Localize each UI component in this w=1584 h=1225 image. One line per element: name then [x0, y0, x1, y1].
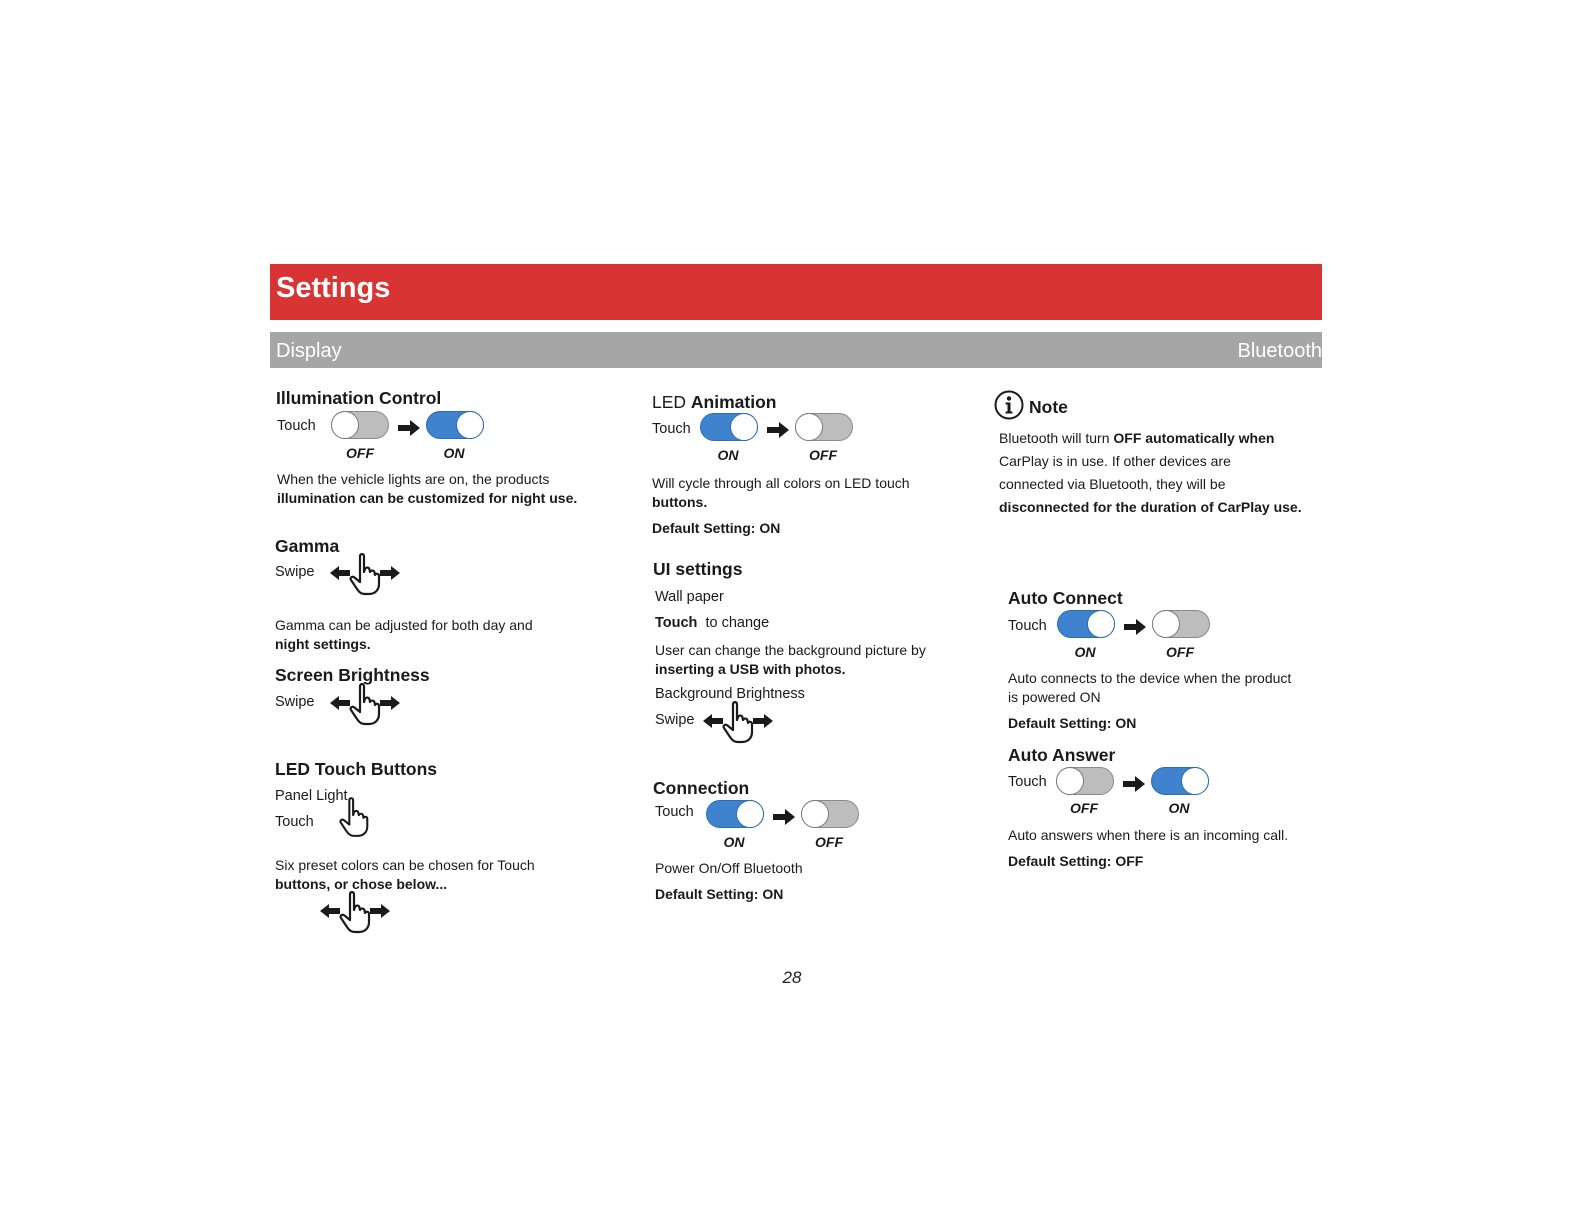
illumination-heading: Illumination Control — [276, 388, 442, 408]
page-number: 28 — [782, 968, 802, 987]
auto-connect-heading: Auto Connect — [1008, 588, 1123, 608]
led-animation-state-from: ON — [717, 447, 739, 463]
title-bar — [270, 264, 1322, 320]
brightness-action-label: Swipe — [275, 694, 315, 710]
gamma-heading: Gamma — [275, 536, 340, 556]
led-animation-state-to: OFF — [809, 447, 837, 463]
connection-toggle-on[interactable] — [706, 800, 764, 828]
right-arrow-icon — [1124, 619, 1146, 635]
toggle-knob — [795, 413, 823, 441]
auto-connect-state-to: OFF — [1166, 644, 1194, 660]
toggle-knob — [1087, 610, 1115, 638]
led-animation-heading-bold: Animation — [690, 392, 777, 412]
auto-connect-desc-1: Auto connects to the device when the product — [1008, 670, 1292, 686]
auto-answer-heading: Auto Answer — [1008, 745, 1116, 765]
led-buttons-desc-2: buttons, or chose below... — [275, 876, 448, 892]
auto-answer-default: Default Setting: OFF — [1008, 853, 1144, 869]
illumination-desc-1: When the vehicle lights are on, the products — [277, 471, 550, 487]
toggle-knob — [456, 411, 484, 439]
bg-brightness-label: Background Brightness — [655, 686, 805, 702]
illumination-desc-2: illumination can be customized for night use. — [277, 490, 578, 506]
right-arrow-icon — [398, 420, 420, 436]
note-heading: Note — [1029, 397, 1068, 417]
led-animation-action-label: Touch — [652, 421, 691, 437]
info-icon — [994, 390, 1024, 420]
tap-hand-icon — [338, 796, 372, 838]
auto-answer-state-to: ON — [1168, 800, 1190, 816]
auto-answer-desc: Auto answers when there is an incoming call. — [1008, 827, 1289, 843]
note-line-1-plain: Bluetooth will turn — [999, 430, 1110, 446]
connection-toggle-off[interactable] — [801, 800, 859, 828]
toggle-knob — [730, 413, 758, 441]
right-arrow-icon — [773, 809, 795, 825]
connection-desc: Power On/Off Bluetooth — [655, 860, 803, 876]
wallpaper-touch-bold: Touch — [655, 615, 698, 631]
led-buttons-action-label: Touch — [275, 814, 314, 830]
toggle-knob — [1181, 767, 1209, 795]
note-line-4: disconnected for the duration of CarPlay use. — [999, 499, 1302, 515]
toggle-knob — [331, 411, 359, 439]
ui-settings-heading: UI settings — [653, 559, 743, 579]
connection-action-label: Touch — [655, 804, 694, 820]
wallpaper-touch-rest: to change — [705, 615, 770, 631]
illumination-toggle-on[interactable] — [426, 411, 484, 439]
right-arrow-icon — [1123, 776, 1145, 792]
section-bar — [270, 332, 1322, 368]
wallpaper-touch-label — [655, 615, 769, 631]
swipe-gesture-icon — [330, 552, 400, 596]
gamma-action-label: Swipe — [275, 564, 315, 580]
illumination-action-label: Touch — [277, 418, 316, 434]
auto-connect-default: Default Setting: ON — [1008, 715, 1137, 731]
auto-connect-state-from: ON — [1074, 644, 1096, 660]
section-bluetooth-label: Bluetooth — [1237, 340, 1322, 362]
led-animation-heading-plain: LED — [652, 392, 687, 412]
illumination-state-from: OFF — [346, 445, 374, 461]
led-animation-toggle-on[interactable] — [700, 413, 758, 441]
led-buttons-desc-1: Six preset colors can be chosen for Touch — [275, 857, 535, 873]
led-animation-desc-1: Will cycle through all colors on LED touch — [652, 475, 910, 491]
swipe-gesture-icon — [703, 700, 773, 744]
auto-connect-toggle-on[interactable] — [1057, 610, 1115, 638]
gamma-desc-2: night settings. — [275, 636, 371, 652]
ui-settings-desc-2: inserting a USB with photos. — [655, 661, 846, 677]
wallpaper-label: Wall paper — [655, 589, 724, 605]
led-animation-toggle-off[interactable] — [795, 413, 853, 441]
auto-connect-action-label: Touch — [1008, 618, 1047, 634]
toggle-knob — [1152, 610, 1180, 638]
note-line-1 — [999, 429, 1274, 448]
toggle-knob — [1056, 767, 1084, 795]
led-buttons-heading: LED Touch Buttons — [275, 759, 438, 779]
auto-answer-action-label: Touch — [1008, 774, 1047, 790]
led-animation-default: Default Setting: ON — [652, 520, 781, 536]
swipe-gesture-icon — [330, 682, 400, 726]
page-title: Settings — [276, 272, 391, 304]
panel-light-label: Panel Light — [275, 788, 348, 804]
right-arrow-icon — [767, 422, 789, 438]
gamma-desc-1: Gamma can be adjusted for both day and — [275, 617, 533, 633]
illumination-state-to: ON — [443, 445, 465, 461]
ui-settings-desc-1: User can change the background picture by — [655, 642, 926, 658]
bg-brightness-action-label: Swipe — [655, 712, 695, 728]
section-display-label: Display — [276, 340, 342, 362]
toggle-knob — [801, 800, 829, 828]
led-animation-desc-2: buttons. — [652, 494, 708, 510]
note-line-1-bold: OFF automatically when — [1113, 430, 1275, 446]
note-line-2: CarPlay is in use. If other devices are — [999, 453, 1231, 469]
note-line-3: connected via Bluetooth, they will be — [999, 476, 1226, 492]
brightness-heading: Screen Brightness — [275, 665, 430, 685]
connection-state-to: OFF — [815, 834, 843, 850]
connection-default: Default Setting: ON — [655, 886, 784, 902]
led-animation-heading — [652, 392, 776, 413]
illumination-toggle-off[interactable] — [331, 411, 389, 439]
toggle-knob — [736, 800, 764, 828]
auto-connect-desc-2: is powered ON — [1008, 689, 1101, 705]
connection-state-from: ON — [723, 834, 745, 850]
swipe-gesture-icon — [320, 890, 390, 934]
auto-answer-toggle-off[interactable] — [1056, 767, 1114, 795]
connection-heading: Connection — [653, 778, 750, 798]
auto-answer-toggle-on[interactable] — [1151, 767, 1209, 795]
auto-connect-toggle-off[interactable] — [1152, 610, 1210, 638]
auto-answer-state-from: OFF — [1070, 800, 1098, 816]
